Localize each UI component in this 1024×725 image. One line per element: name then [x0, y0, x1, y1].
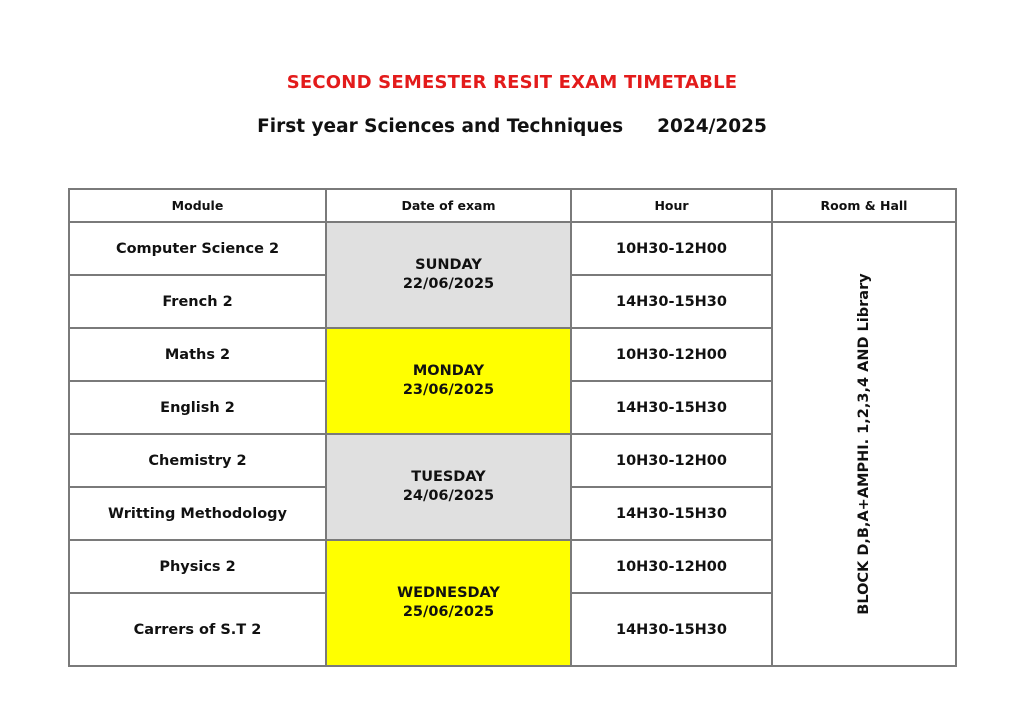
- page-subtitle: [0, 116, 1024, 137]
- exam-day: TUESDAY: [411, 469, 486, 485]
- date-cell-wednesday: [326, 540, 571, 666]
- exam-date: 25/06/2025: [402, 604, 495, 620]
- table-header-row: [69, 189, 956, 222]
- module-cell: English 2: [69, 381, 326, 434]
- module-cell: Computer Science 2: [69, 222, 326, 275]
- hour-cell: 10H30-12H00: [571, 540, 772, 593]
- date-cell-sunday: [326, 222, 571, 328]
- module-cell: Chemistry 2: [69, 434, 326, 487]
- hour-cell: 14H30-15H30: [571, 275, 772, 328]
- hour-cell: 10H30-12H00: [571, 222, 772, 275]
- room-cell: [772, 222, 956, 666]
- module-cell: Physics 2: [69, 540, 326, 593]
- exam-date: 24/06/2025: [402, 488, 495, 504]
- module-cell: Maths 2: [69, 328, 326, 381]
- hour-cell: 14H30-15H30: [571, 487, 772, 540]
- column-header-room: Room & Hall: [772, 189, 956, 222]
- hour-cell: 14H30-15H30: [571, 381, 772, 434]
- date-cell-tuesday: [326, 434, 571, 540]
- exam-day: MONDAY: [412, 363, 485, 379]
- room-label: BLOCK D,B,A+AMPHI. 1,2,3,4 AND Library: [856, 273, 872, 615]
- exam-timetable: [68, 188, 957, 667]
- module-cell: Carrers of S.T 2: [69, 593, 326, 666]
- program-name: First year Sciences and Techniques: [257, 116, 624, 137]
- table-row: [69, 222, 956, 275]
- exam-day: WEDNESDAY: [397, 585, 500, 601]
- column-header-module: Module: [69, 189, 326, 222]
- exam-date: 22/06/2025: [402, 276, 495, 292]
- page-title: SECOND SEMESTER RESIT EXAM TIMETABLE: [286, 72, 738, 93]
- column-header-hour: Hour: [571, 189, 772, 222]
- hour-cell: 10H30-12H00: [571, 434, 772, 487]
- module-cell: French 2: [69, 275, 326, 328]
- module-cell: Writting Methodology: [69, 487, 326, 540]
- academic-year: 2024/2025: [657, 116, 767, 137]
- exam-day: SUNDAY: [415, 257, 482, 273]
- exam-date: 23/06/2025: [402, 382, 495, 398]
- hour-cell: 10H30-12H00: [571, 328, 772, 381]
- hour-cell: 14H30-15H30: [571, 593, 772, 666]
- date-cell-monday: [326, 328, 571, 434]
- column-header-date: Date of exam: [326, 189, 571, 222]
